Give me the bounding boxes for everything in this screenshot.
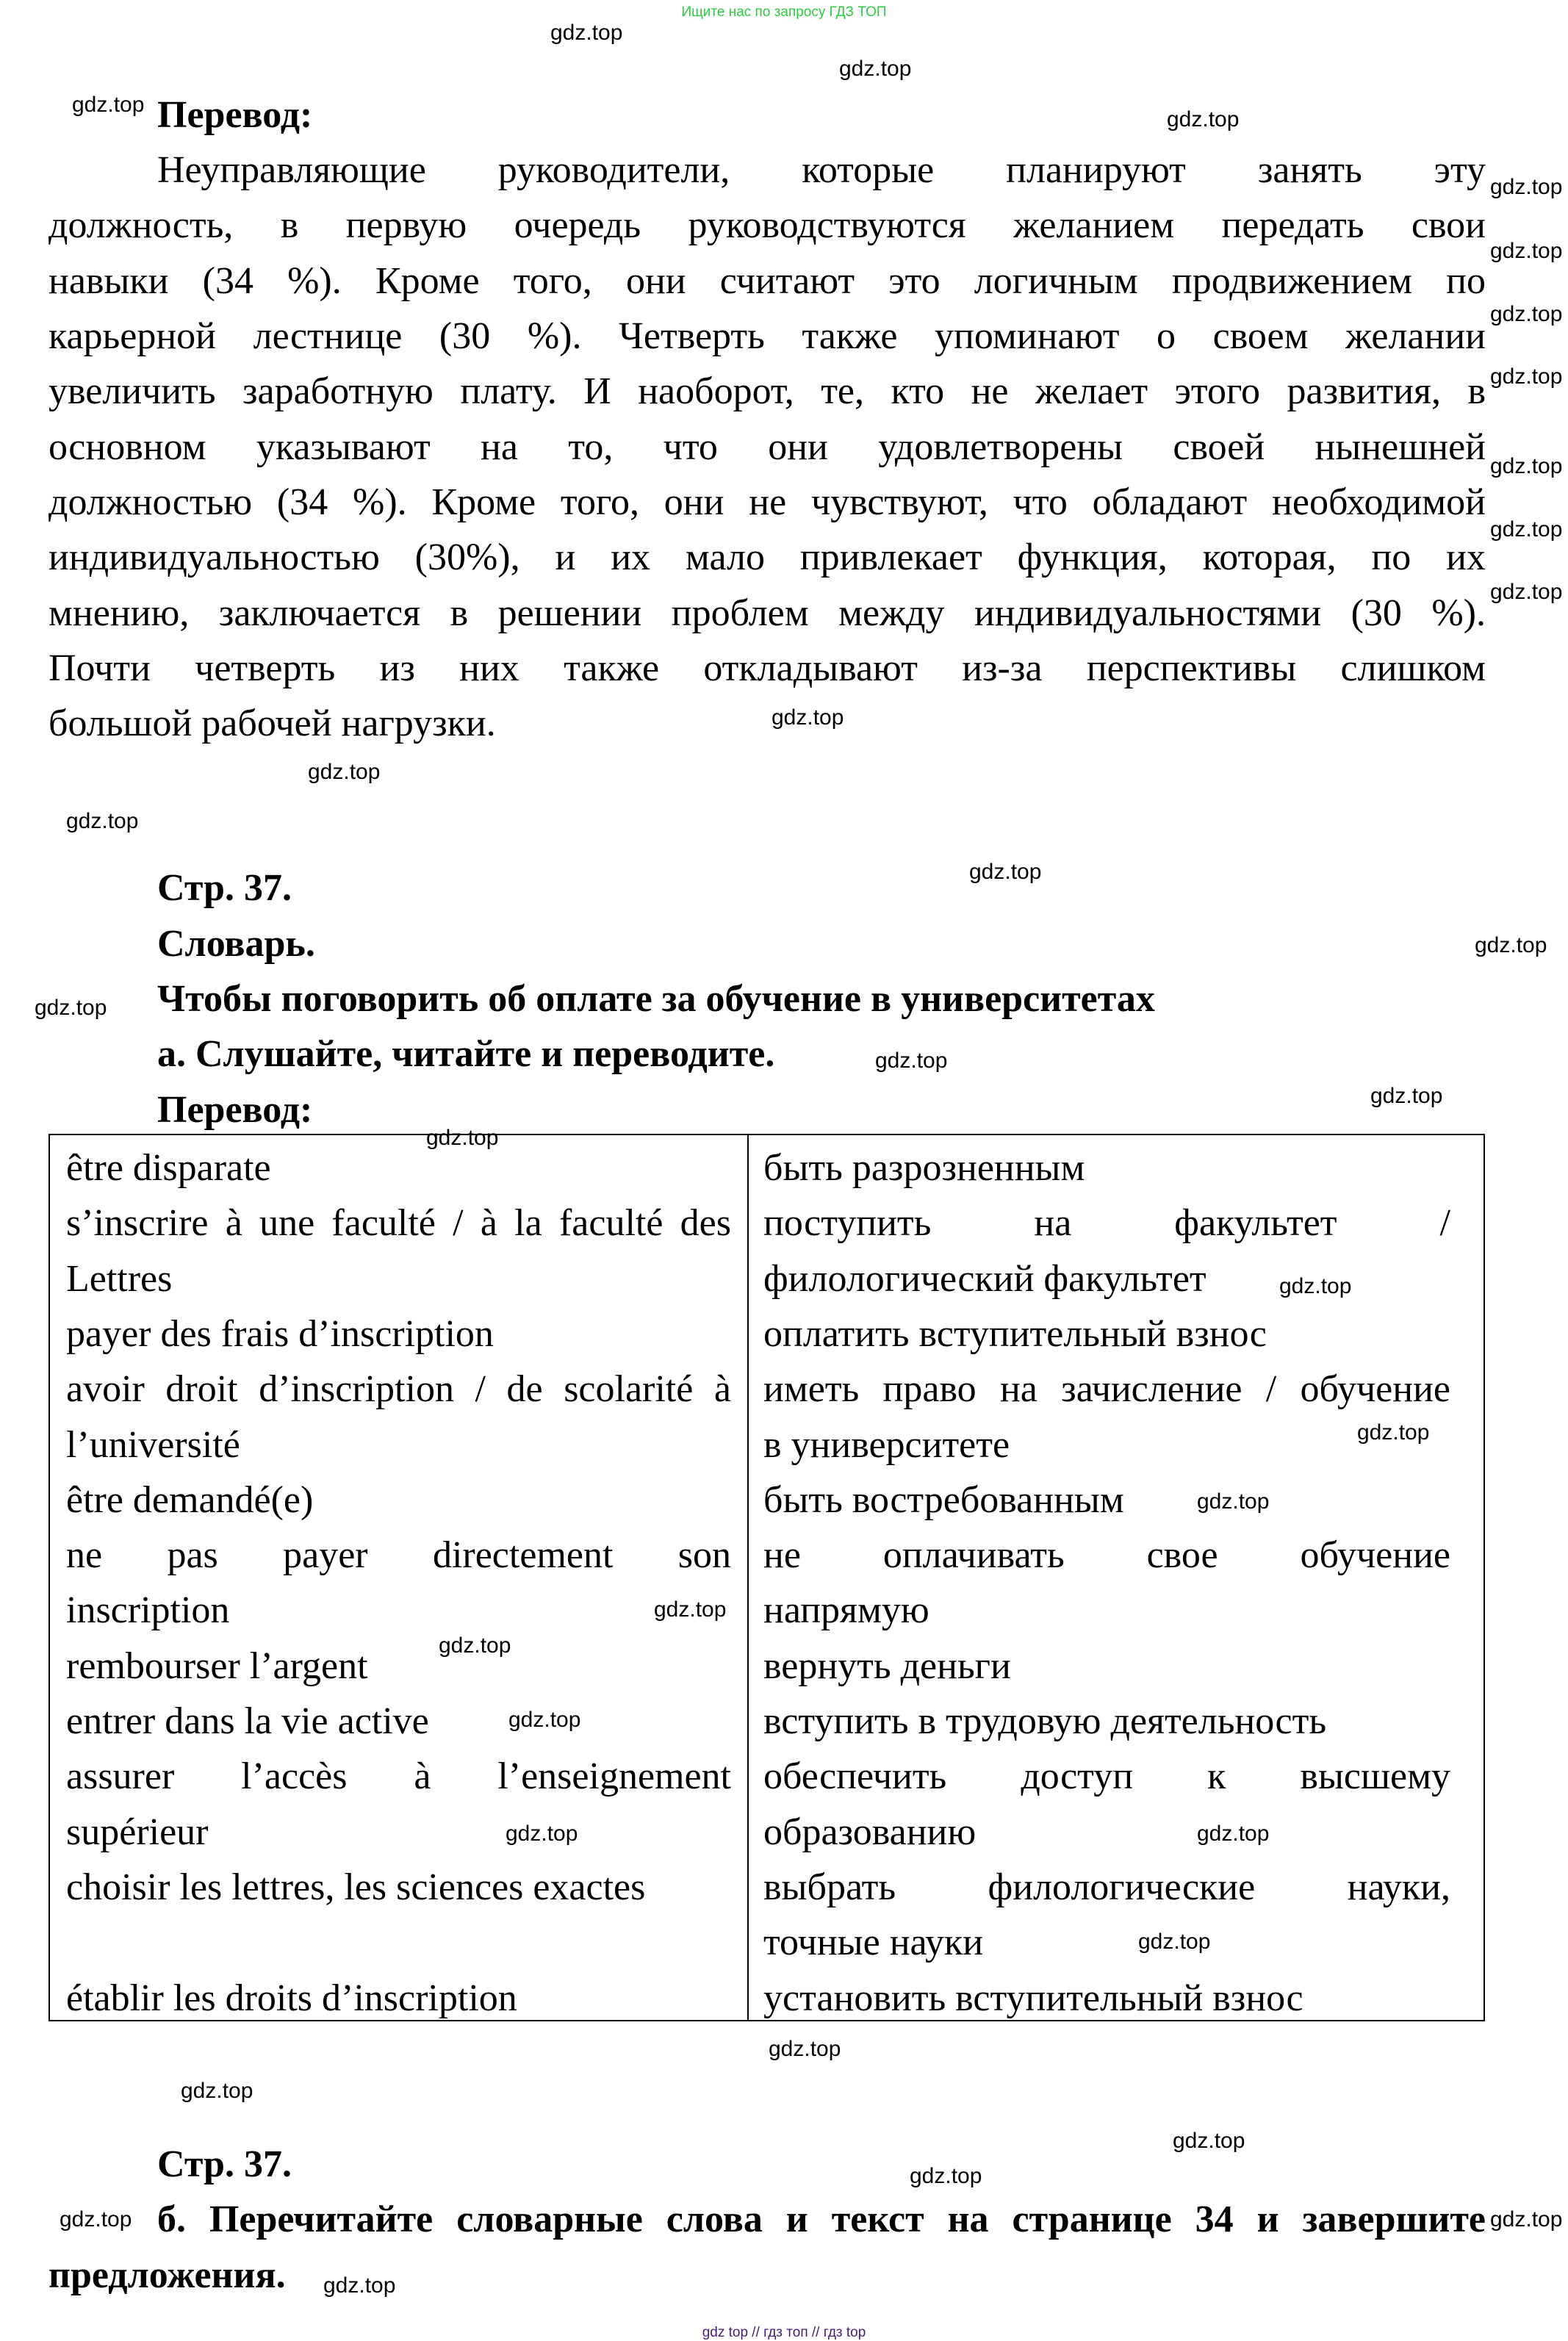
watermark: gdz.top [323, 2273, 396, 2298]
watermark: gdz.top [839, 57, 912, 81]
watermark: gdz.top [1490, 580, 1563, 604]
table-cell-russian: филологический факультет [763, 1258, 1206, 1300]
watermark: gdz.top [1279, 1274, 1352, 1298]
table-cell-russian: точные науки [763, 1921, 984, 1963]
table-cell-russian: напрямую [763, 1589, 929, 1631]
table-cell-french: être demandé(e) [66, 1479, 314, 1521]
watermark: gdz.top [772, 705, 844, 730]
table-cell-french: payer des frais d’inscription [66, 1313, 494, 1355]
paragraph-line: должность, в первую очередь руководствуются желанием передать свои [48, 204, 1486, 246]
paragraph-line: индивидуальностью (30%), и их мало привлекает функция, которая, по их [48, 536, 1486, 578]
table-cell-russian: иметь право на зачисление / обучение [763, 1368, 1450, 1410]
paragraph-line: увеличить заработную плату. И наоборот, те, кто не желает этого развития, в [48, 370, 1486, 412]
watermark: gdz.top [654, 1597, 727, 1622]
promo-banner[interactable]: Ищите нас по запросу ГДЗ ТОП [681, 4, 887, 20]
table-cell-french: avoir droit d’inscription / de scolarité à [66, 1368, 731, 1410]
column-divider [747, 1135, 749, 2020]
watermark: gdz.top [1357, 1420, 1430, 1445]
table-cell-french: inscription [66, 1589, 230, 1631]
vocabulary-subtitle: Чтобы поговорить об оплате за обучение в университетах [157, 978, 1155, 1020]
watermark: gdz.top [1173, 2129, 1245, 2153]
watermark: gdz.top [72, 93, 145, 117]
watermark: gdz.top [1490, 517, 1563, 542]
table-cell-french: assurer l’accès à l’enseignement [66, 1755, 731, 1797]
table-cell-russian: установить вступительный взнос [763, 1977, 1303, 2019]
table-cell-french: établir les droits d’inscription [66, 1977, 517, 2019]
watermark: gdz.top [439, 1633, 511, 1658]
watermark: gdz.top [1197, 1489, 1270, 1514]
task-b-line-2: предложения. [48, 2254, 286, 2296]
task-b-line-1: б. Перечитайте словарные слова и текст на странице 34 и завершите [157, 2198, 1486, 2240]
table-cell-russian: образованию [763, 1811, 977, 1853]
watermark: gdz.top [66, 809, 139, 833]
table-cell-french: l’université [66, 1424, 240, 1466]
watermark: gdz.top [1370, 1084, 1443, 1108]
table-cell-french: entrer dans la vie active [66, 1700, 429, 1742]
paragraph-line: карьерной лестнице (30 %). Четверть также упоминают о своем желании [48, 315, 1486, 357]
watermark: gdz.top [308, 760, 381, 784]
vocabulary-title: Словарь. [157, 923, 315, 965]
table-cell-russian: поступить на факультет / [763, 1202, 1450, 1244]
paragraph-line: большой рабочей нагрузки. [48, 702, 496, 744]
table-cell-russian: оплатить вступительный взнос [763, 1313, 1267, 1355]
page-number: Стр. 37. [157, 867, 292, 909]
table-cell-russian: не оплачивать свое обучение [763, 1534, 1450, 1576]
watermark: gdz.top [1490, 175, 1563, 199]
watermark: gdz.top [1490, 364, 1563, 389]
table-cell-french: supérieur [66, 1811, 209, 1853]
watermark: gdz.top [969, 860, 1042, 884]
watermark: gdz.top [1490, 2207, 1563, 2232]
watermark: gdz.top [506, 1822, 578, 1846]
watermark: gdz.top [508, 1708, 581, 1732]
table-cell-french: être disparate [66, 1147, 271, 1189]
paragraph-line: Почти четверть из них также откладывают из-за перспективы слишком [48, 647, 1486, 689]
watermark: gdz.top [550, 21, 623, 45]
footer-links[interactable]: gdz top // гдз топ // гдз top [702, 2325, 866, 2340]
table-cell-russian: вступить в трудовую деятельность [763, 1700, 1327, 1742]
watermark: gdz.top [1490, 302, 1563, 326]
watermark: gdz.top [769, 2037, 841, 2061]
watermark: gdz.top [1475, 933, 1547, 957]
table-cell-russian: быть разрозненным [763, 1147, 1085, 1189]
watermark: gdz.top [60, 2207, 132, 2232]
paragraph-line: мнению, заключается в решении проблем между индивидуальностями (30 %). [48, 592, 1486, 634]
watermark: gdz.top [1197, 1822, 1270, 1846]
table-cell-russian: быть востребованным [763, 1479, 1124, 1521]
table-cell-french: s’inscrire à une faculté / à la faculté des [66, 1202, 731, 1244]
table-cell-french: choisir les lettres, les sciences exactes [66, 1866, 646, 1908]
table-cell-russian: в университете [763, 1424, 1010, 1466]
watermark: gdz.top [875, 1049, 948, 1073]
paragraph-line: должностью (34 %). Кроме того, они не чувствуют, что обладают необходимой [48, 481, 1486, 523]
table-cell-french: rembourser l’argent [66, 1645, 368, 1687]
watermark: gdz.top [181, 2079, 253, 2103]
watermark: gdz.top [35, 996, 107, 1020]
paragraph-line: основном указывают на то, что они удовлетворены своей нынешней [48, 426, 1486, 468]
vocabulary-table [48, 1134, 1485, 2021]
table-cell-french: Lettres [66, 1258, 173, 1300]
task-a: а. Слушайте, читайте и переводите. [157, 1033, 775, 1075]
watermark: gdz.top [910, 2164, 982, 2188]
paragraph-line: навыки (34 %). Кроме того, они считают это логичным продвижением по [48, 260, 1486, 302]
watermark: gdz.top [426, 1126, 499, 1150]
translation-heading: Перевод: [157, 94, 313, 136]
watermark: gdz.top [1490, 454, 1563, 478]
watermark: gdz.top [1167, 107, 1240, 132]
table-cell-russian: выбрать филологические науки, [763, 1866, 1450, 1908]
table-cell-french: ne pas payer directement son [66, 1534, 731, 1576]
watermark: gdz.top [1138, 1930, 1211, 1954]
page-number-2: Стр. 37. [157, 2143, 292, 2185]
table-cell-russian: вернуть деньги [763, 1645, 1011, 1687]
table-cell-russian: обеспечить доступ к высшему [763, 1755, 1450, 1797]
watermark: gdz.top [1490, 239, 1563, 263]
translation-heading-2: Перевод: [157, 1089, 313, 1131]
paragraph-line: Неуправляющие руководители, которые планируют занять эту [157, 149, 1486, 191]
